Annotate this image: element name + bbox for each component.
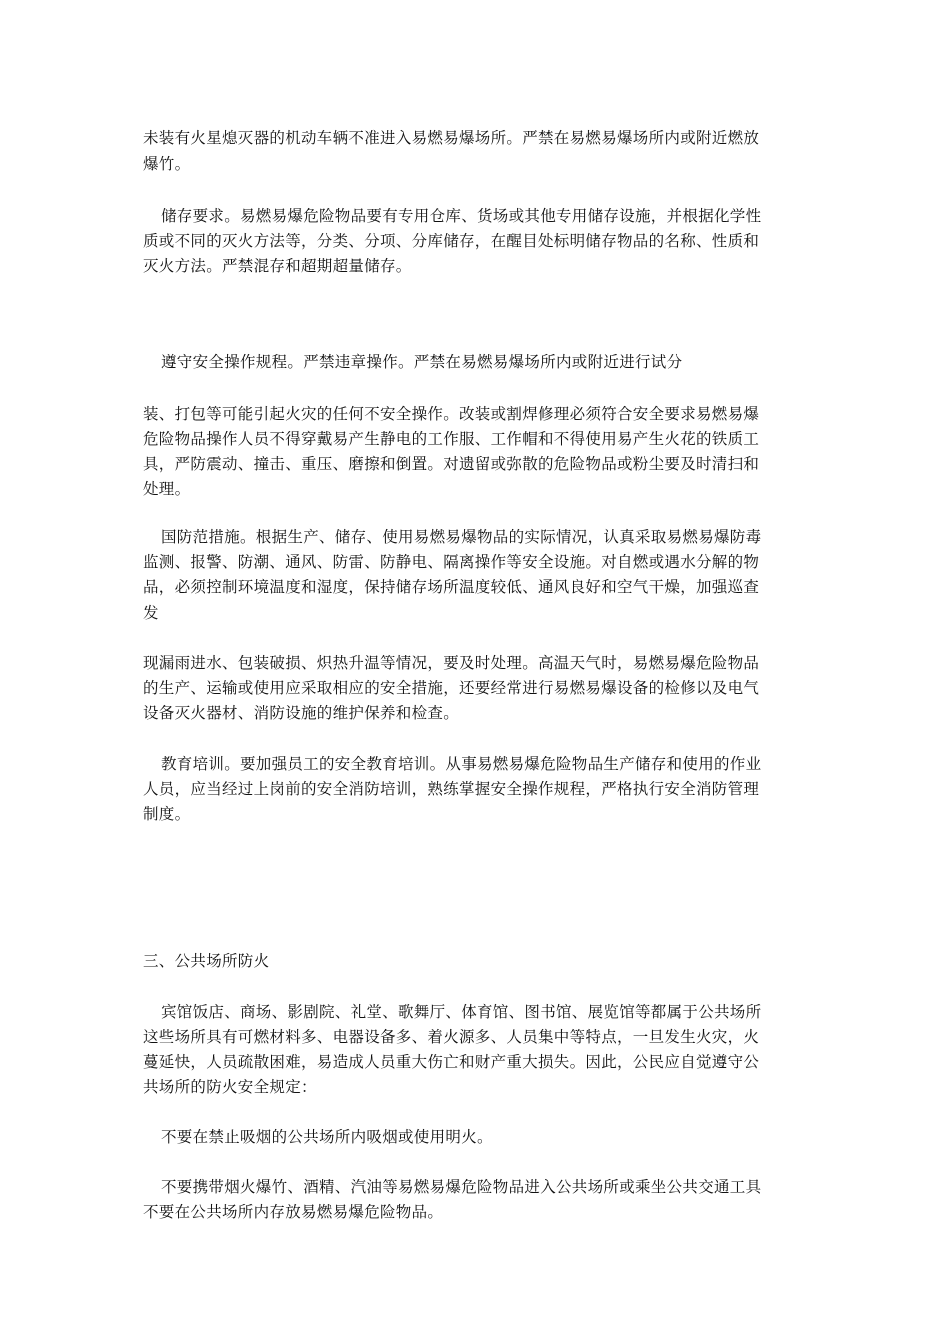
body-text-line: 装、打包等可能引起火灾的任何不安全操作。改装或割焊修理必须符合安全要求易燃易爆 [143, 405, 760, 423]
body-text-line: 具，严防震动、撞击、重压、磨擦和倒置。对遗留或弥散的危险物品或粉尘要及时清扫和 [143, 455, 760, 473]
body-text-line: 处理。 [143, 480, 191, 498]
body-text-line: 不要携带烟火爆竹、酒精、汽油等易燃易爆危险物品进入公共场所或乘坐公共交通工具 [161, 1178, 762, 1196]
body-text-line: 蔓延快，人员疏散困难，易造成人员重大伤亡和财产重大损失。因此，公民应自觉遵守公 [143, 1053, 760, 1071]
body-text-line: 危险物品操作人员不得穿戴易产生静电的工作服、工作帽和不得使用易产生火花的铁质工 [143, 430, 760, 448]
body-text-line: 制度。 [143, 805, 191, 823]
body-text-line: 这些场所具有可燃材料多、电器设备多、着火源多、人员集中等特点，一旦发生火灾，火 [143, 1028, 760, 1046]
body-text-line: 发 [143, 604, 159, 622]
body-text-line: 不要在禁止吸烟的公共场所内吸烟或使用明火。 [161, 1128, 493, 1146]
body-text-line: 人员，应当经过上岗前的安全消防培训，熟练掌握安全操作规程，严格执行安全消防管理 [143, 780, 760, 798]
body-text-line: 灭火方法。严禁混存和超期超量储存。 [143, 257, 412, 275]
body-text-line: 共场所的防火安全规定： [143, 1078, 317, 1096]
body-text-line: 品，必须控制环境温度和湿度，保持储存场所温度较低、通风良好和空气干燥，加强巡查 [143, 578, 760, 596]
body-text-line: 国防范措施。根据生产、储存、使用易燃易爆物品的实际情况，认真采取易燃易爆防毒 [161, 528, 762, 546]
body-text-line: 教育培训。要加强员工的安全教育培训。从事易燃易爆危险物品生产储存和使用的作业 [161, 755, 762, 773]
body-text-line: 现漏雨进水、包装破损、炽热升温等情况，要及时处理。高温天气时，易燃易爆危险物品 [143, 654, 760, 672]
body-text-line: 未装有火星熄灭器的机动车辆不准进入易燃易爆场所。严禁在易燃易爆场所内或附近燃放 [143, 129, 760, 147]
body-text-line: 储存要求。易燃易爆危险物品要有专用仓库、货场或其他专用储存设施，并根据化学性 [161, 207, 762, 225]
body-text-line: 爆竹。 [143, 155, 191, 173]
body-text-line: 的生产、运输或使用应采取相应的安全措施，还要经常进行易燃易爆设备的检修以及电气 [143, 679, 760, 697]
body-text-line: 设备灭火器材、消防设施的维护保养和检查。 [143, 704, 460, 722]
section-heading: 三、公共场所防火 [143, 952, 270, 970]
body-text-line: 不要在公共场所内存放易燃易爆危险物品。 [143, 1203, 444, 1221]
body-text-line: 遵守安全操作规程。严禁违章操作。严禁在易燃易爆场所内或附近进行试分 [161, 353, 683, 371]
body-text-line: 质或不同的灭火方法等，分类、分项、分库储存，在醒目处标明储存物品的名称、性质和 [143, 232, 760, 250]
body-text-line: 监测、报警、防潮、通风、防雷、防静电、隔离操作等安全设施。对自燃或遇水分解的物 [143, 553, 760, 571]
body-text-line: 宾馆饭店、商场、影剧院、礼堂、歌舞厅、体育馆、图书馆、展览馆等都属于公共场所 [161, 1003, 762, 1021]
